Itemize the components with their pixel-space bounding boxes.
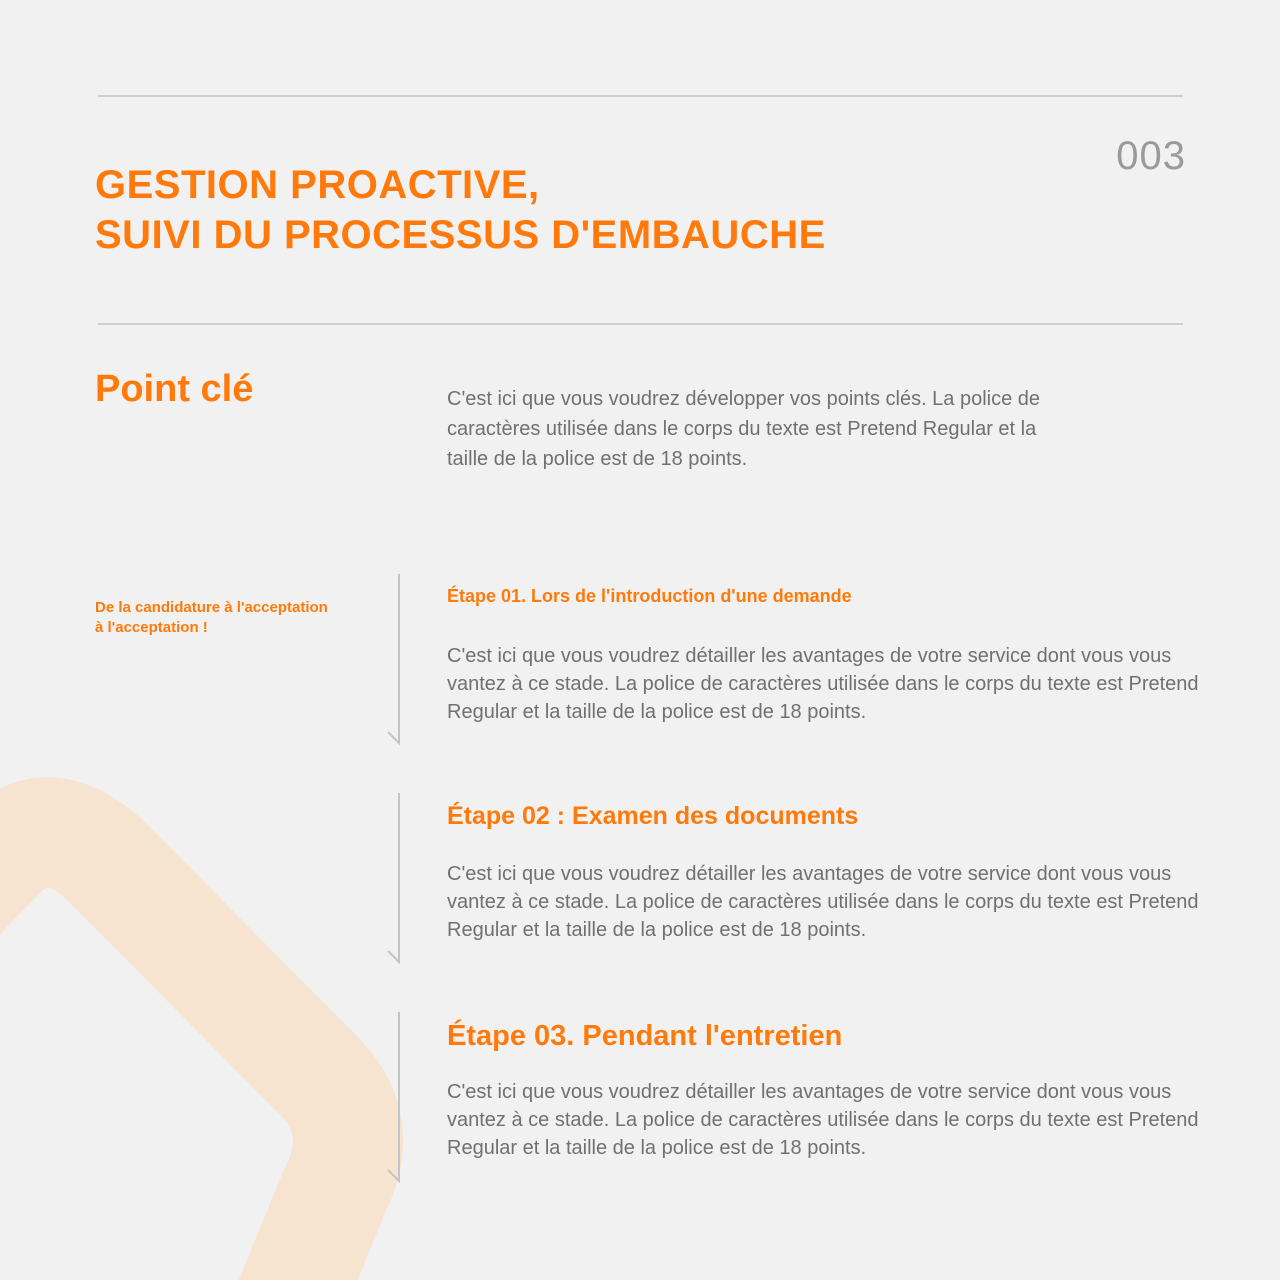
key-point-text: C'est ici que vous voudrez développer vos points clés. La police de caractères utilisée dans le corps du texte est Pretend Regular et la taille de la police est de 18 points. (447, 388, 1041, 470)
step-2-text: C'est ici que vous voudrez détailler les avantages de votre service dont vous vous vantez à ce stade. La police de caractères utilisée dans le corps du texte est Pretend Regular et la taille de la police est de 18 points. (447, 863, 1199, 941)
side-caption (95, 598, 375, 638)
step-1-title: Étape 01. Lors de l'introduction d'une demande (447, 586, 852, 606)
timeline-arrow-icon (386, 572, 410, 747)
page-number: 003 (1116, 134, 1186, 178)
step-2-title: Étape 02 : Examen des documents (447, 802, 859, 830)
section-divider (98, 323, 1183, 325)
page-title-line-2: SUIVI DU PROCESSUS D'EMBAUCHE (95, 213, 826, 257)
step-3-title: Étape 03. Pendant l'entretien (447, 1020, 843, 1052)
top-divider (98, 95, 1183, 97)
step-1-text: C'est ici que vous voudrez détailler les avantages de votre service dont vous vous vantez à ce stade. La police de caractères utilisée dans le corps du texte est Pretend Regular et la taille de la police est de 18 points. (447, 645, 1199, 723)
step-1 (447, 584, 1207, 726)
step-3 (447, 1018, 1207, 1162)
side-caption-line-2: à l'acceptation ! (95, 619, 208, 636)
step-3-text: C'est ici que vous voudrez détailler les avantages de votre service dont vous vous vantez à ce stade. La police de caractères utilisée dans le corps du texte est Pretend Regular et la taille de la police est de 18 points. (447, 1081, 1199, 1159)
step-2 (447, 800, 1207, 944)
timeline-arrow-icon (386, 1010, 410, 1185)
side-caption-line-1: De la candidature à l'acceptation (95, 599, 328, 616)
timeline-arrow-icon (386, 791, 410, 966)
page-title (95, 160, 826, 260)
key-point-heading: Point clé (95, 368, 254, 410)
page-title-line-1: GESTION PROACTIVE, (95, 163, 540, 207)
